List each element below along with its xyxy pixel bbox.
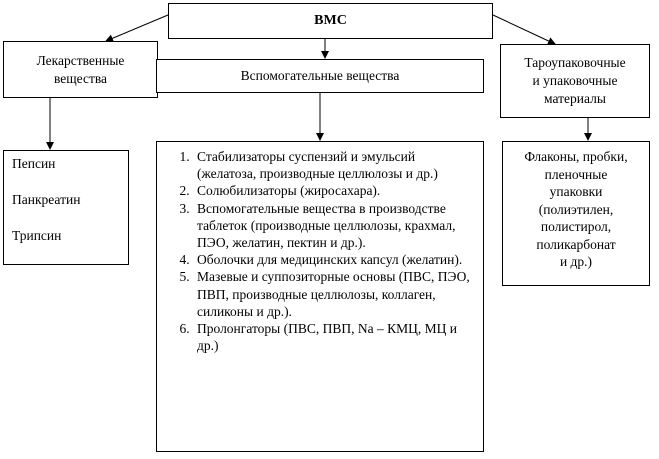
auxiliary-item: 6. Пролонгаторы (ПВС, ПВП, Na – КМЦ, МЦ и др.) [193, 320, 477, 354]
auxiliary-item: 3. Вспомогательные вещества в производстве таблеток (производные целлюлозы, крахмал, ПЭО, желатин, пектин и др.). [193, 200, 477, 252]
auxiliary-category-box [156, 59, 484, 93]
auxiliary-item: 5. Мазевые и суппозиторные основы (ПВС, ПЭО, ПВП, производные целлюлозы, коллаген, силиконы и др.). [193, 268, 477, 320]
drug-item-pepsin: Пепсин [12, 156, 56, 171]
auxiliary-list [167, 148, 477, 354]
packaging-items-text: Флаконы, пробки, пленочные упаковки (полиэтилен, полистирол, поликарбонат и др.) [524, 149, 628, 269]
auxiliary-item: 2. Солюбилизаторы (жиросахара). [193, 182, 477, 199]
drug-item-trypsin: Трипсин [12, 228, 62, 243]
drugs-category-box [3, 41, 158, 98]
arrow-root-to-packaging [493, 15, 555, 44]
auxiliary-list-box [156, 141, 484, 452]
packaging-list-box [502, 141, 650, 286]
drugs-list-box [3, 150, 129, 265]
packaging-category-box [500, 44, 650, 118]
auxiliary-item: 4. Оболочки для медицинских капсул (желатин). [193, 251, 477, 268]
drugs-category-label: Лекарственные вещества [36, 52, 125, 86]
auxiliary-category-label: Вспомогательные вещества [240, 68, 400, 83]
drug-item-pancreatin: Панкреатин [12, 192, 81, 207]
packaging-category-label: Тароупаковочные и упаковочные материалы [524, 55, 626, 106]
root-node-box [168, 3, 493, 39]
auxiliary-item: 1. Стабилизаторы суспензий и эмульсий (желатоза, производные целлюлозы и др.) [193, 148, 477, 182]
arrow-root-to-drugs [106, 15, 168, 41]
root-node-label: ВМС [314, 13, 347, 28]
